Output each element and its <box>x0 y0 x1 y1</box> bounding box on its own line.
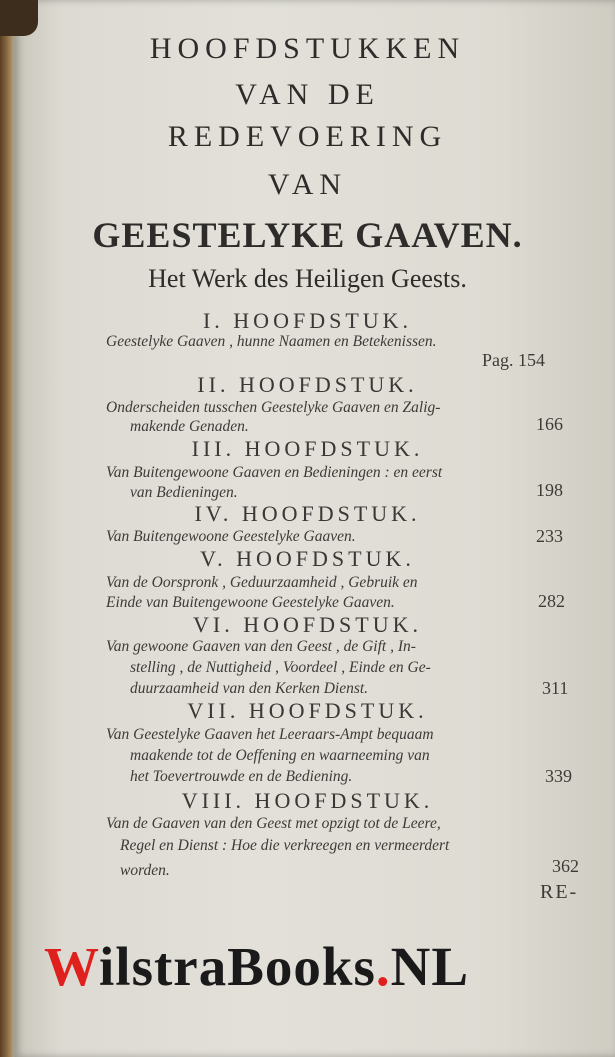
chapter-heading: VII. HOOFDSTUK. <box>187 698 428 723</box>
chapter-line: worden. <box>120 862 170 879</box>
chapter-line: maakende tot de Oeffening en waarneeming van <box>130 747 430 764</box>
chapter-page: 282 <box>538 591 565 611</box>
chapter-page: 198 <box>536 480 563 500</box>
chapter-heading: V. HOOFDSTUK. <box>200 546 415 571</box>
chapter-heading: VIII. HOOFDSTUK. <box>181 788 434 813</box>
page-title: GEESTELYKE GAAVEN. <box>92 215 523 255</box>
watermark-logo <box>44 935 469 998</box>
page-corner-shadow <box>0 0 38 36</box>
chapter-line: Geestelyke Gaaven , hunne Naamen en Betekenissen. <box>106 333 437 350</box>
chapter-line: Van Geestelyke Gaaven het Leeraars-Ampt bequaam <box>106 726 434 743</box>
chapter-heading: II. HOOFDSTUK. <box>197 372 418 397</box>
watermark-tld: NL <box>390 936 470 997</box>
catchword: RE- <box>540 881 579 903</box>
heading-line-3: REDEVOERING <box>167 120 448 153</box>
chapter-line: Van de Oorspronk , Geduurzaamheid , Gebruik en <box>106 574 418 591</box>
watermark-first-letter: W <box>44 936 100 997</box>
chapter-line: Onderscheiden tusschen Geestelyke Gaaven en Zalig- <box>106 399 441 416</box>
chapter-heading: IV. HOOFDSTUK. <box>194 501 421 526</box>
chapter-page: 233 <box>536 526 563 546</box>
chapter-line: Einde van Buitengewoone Geestelyke Gaaven. <box>106 594 395 611</box>
watermark-dot: . <box>375 936 391 997</box>
chapter-line: Van gewoone Gaaven van den Geest , de Gift , In- <box>106 638 416 655</box>
chapter-line: van Bedieningen. <box>130 484 238 501</box>
chapter-line: stelling , de Nuttigheid , Voordeel , Einde en Ge- <box>130 659 431 676</box>
chapter-line: Van Buitengewoone Gaaven en Bedieningen : en eerst <box>106 464 443 481</box>
chapter-line: duurzaamheid van den Kerken Dienst. <box>130 680 369 697</box>
chapter-page: 362 <box>552 856 579 876</box>
heading-line-1: HOOFDSTUKKEN <box>149 32 466 65</box>
book-spine-edge <box>0 0 14 1057</box>
chapter-page: 339 <box>545 766 572 786</box>
page-subtitle: Het Werk des Heiligen Geests. <box>148 264 467 293</box>
chapter-heading: VI. HOOFDSTUK. <box>193 612 422 637</box>
chapter-line: makende Genaden. <box>130 418 249 435</box>
chapter-line: het Toevertrouwde en de Bediening. <box>130 768 353 785</box>
chapter-page: 311 <box>542 678 569 698</box>
chapter-heading: III. HOOFDSTUK. <box>191 436 424 461</box>
heading-line-2: VAN DE <box>235 78 380 111</box>
chapter-line: Van Buitengewoone Geestelyke Gaaven. <box>106 528 356 545</box>
chapter-page: 166 <box>536 414 563 434</box>
watermark-middle: ilstraBooks <box>99 936 376 997</box>
heading-line-4: VAN <box>267 168 348 201</box>
chapter-heading: I. HOOFDSTUK. <box>202 308 413 333</box>
chapter-line: Van de Gaaven van den Geest met opzigt tot de Leere, <box>106 815 441 832</box>
chapter-line: Regel en Dienst : Hoe die verkreegen en vermeerdert <box>120 837 450 854</box>
chapter-page: Pag. 154 <box>482 350 545 370</box>
